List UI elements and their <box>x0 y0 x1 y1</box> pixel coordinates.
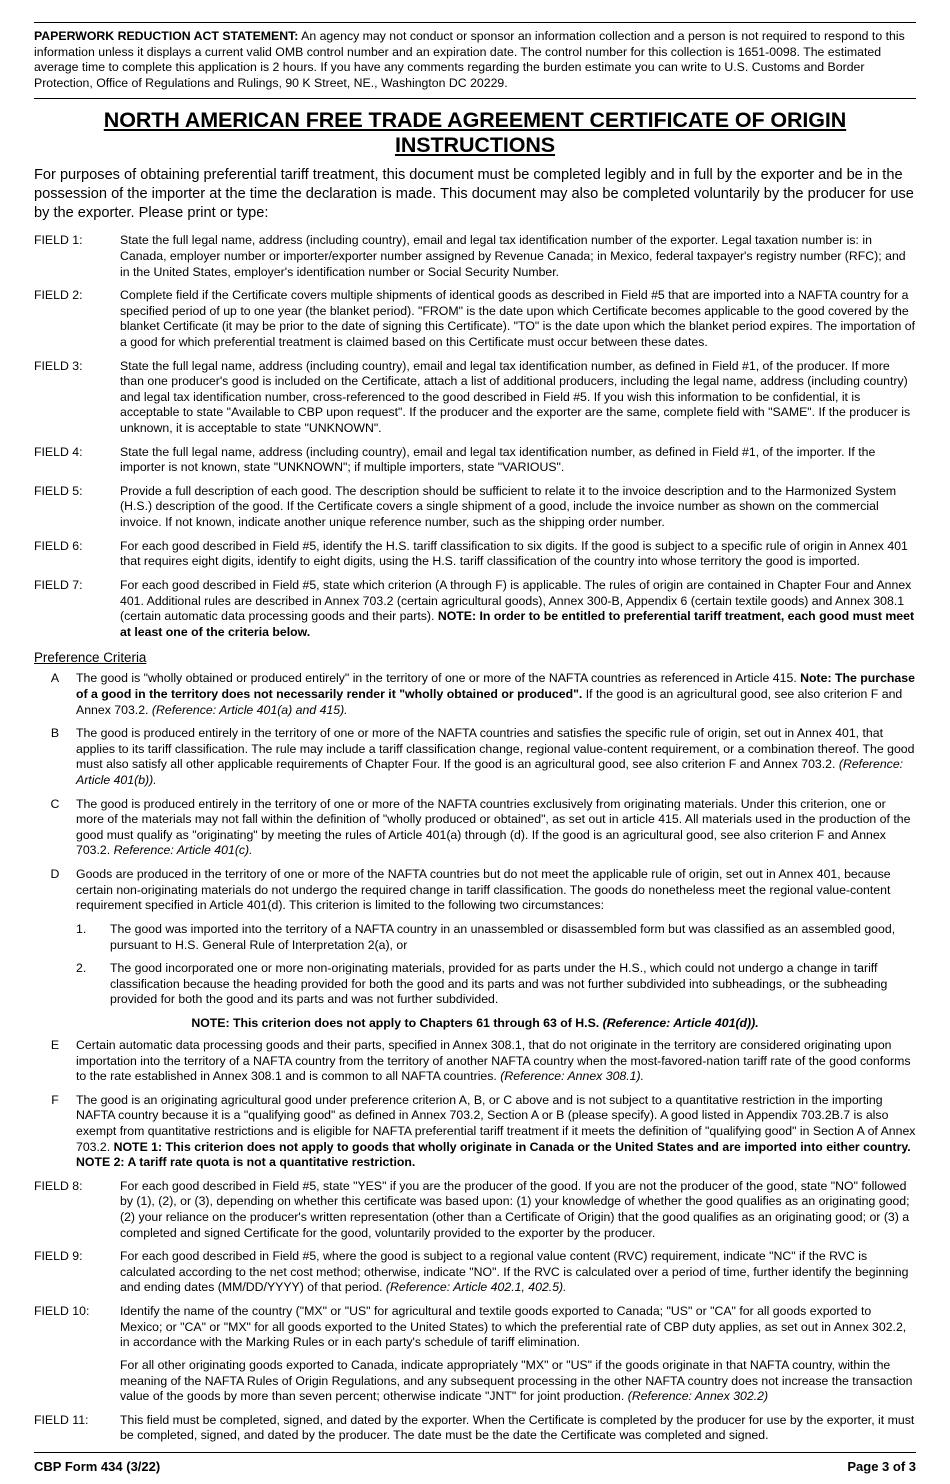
intro-paragraph: For purposes of obtaining preferential tariff treatment, this document must be completed legibly and in full by the exporter and be in the possession of the importer at the time the declaration is made. This document may also be completed voluntarily by the producer for use by the exporter. Please print or type: <box>34 167 914 222</box>
field-text-8: For each good described in Field #5, state "YES" if you are the producer of the good. If you are not the producer of the good, state "NO" followed by (1), (2), or (3), depending on whether this certificate was based upon: (1) your knowledge of whether the good qualifies as an originating good; (2) your reliance on the producer's written representation (other than a Certificate of Origin) that the good qualifies as an originating good; or (3) a completed and signed Certificate for the good, voluntarily provided to the exporter by the producer. <box>120 1178 910 1240</box>
field-text-4: State the full legal name, address (including country), email and legal tax identification number, as defined in Field #1, of the importer. If the importer is not known, state "UNKNOWN"; if multiple importers, state "VARIOUS". <box>120 444 876 475</box>
criterion-d-letter: D <box>50 867 60 882</box>
criterion-d-subitem-2 <box>34 961 916 1008</box>
field-entry-4 <box>34 445 916 476</box>
criterion-f-text <box>76 1093 916 1171</box>
criterion-d-subitem-2-number: 2. <box>76 961 87 976</box>
field-text-7-note: NOTE: In order to be entitled to preferential tariff treatment, each good must meet at least one of the criteria below. <box>120 609 915 639</box>
criterion-b-letter: B <box>50 726 60 741</box>
field-label-3: FIELD 3: <box>34 358 83 373</box>
field-text-7 <box>120 578 916 640</box>
criterion-e-part1: Certain automatic data processing goods and their parts, specified in Annex 308.1, that do not originate in the territory are considered originating upon importation into the territory of a NAFTA country from the territory of another NAFTA country when the most-favored-nation tariff rate of the good conforms to the rate established in Annex 308.1 and is common to all NAFTA countries. <box>76 1037 911 1084</box>
criterion-f-letter: F <box>51 1092 59 1107</box>
field-text-10-para2 <box>120 1358 916 1405</box>
criterion-c-text <box>76 797 916 859</box>
criterion-d-subitem-2-text: The good incorporated one or more non-originating materials, provided for as parts under the H.S., which could not undergo a change in tariff classification because the heading provided for both the good and its parts and was not further subdivided into subheadings, or the subheading provided for both the good and its parts and was not further subdivided. <box>110 961 888 1007</box>
field-entry-9 <box>34 1249 916 1296</box>
criterion-c-letter: C <box>50 796 60 811</box>
criterion-d <box>34 867 916 914</box>
header-divider <box>34 98 916 99</box>
paperwork-reduction-act-statement <box>34 29 916 91</box>
criterion-b-reference: (Reference: Article 401(b)). <box>76 757 904 788</box>
field-label-4: FIELD 4: <box>34 444 83 459</box>
page-footer <box>34 1459 916 1474</box>
field-text-6: For each good described in Field #5, identify the H.S. tariff classification to six digits. If the good is subject to a specific rule of origin in Annex 401 that requires eight digits, identify to eight digits, using the H.S. tariff classification of the country into whose territory the good is imported. <box>120 538 908 569</box>
footer-divider <box>34 1452 916 1453</box>
criterion-a <box>34 671 916 718</box>
field-label-7: FIELD 7: <box>34 577 83 592</box>
criterion-c-part1: The good is produced entirely in the territory of one or more of the NAFTA countries exclusively from originating materials. Under this criterion, one or more of the materials may not fall within the definition of "wholly produced or obtained", as set out in article 415. All materials used in the production of the good must qualify as "originating" by meeting the rules of Article 401(a) through (d). If the good is an agricultural good, see also criterion F and Annex 703.2. <box>76 796 911 858</box>
criterion-f <box>34 1093 916 1171</box>
field-label-8: FIELD 8: <box>34 1178 83 1193</box>
criterion-a-part2: If the good is an agricultural good, see also criterion F and Annex 703.2. <box>76 686 903 717</box>
criterion-b <box>34 726 916 788</box>
criterion-a-bold: Note: The purchase of a good in the territory does not necessarily render it "wholly obtained or produced". <box>76 671 915 701</box>
page-number: Page 3 of 3 <box>847 1458 916 1474</box>
field-entry-8 <box>34 1179 916 1241</box>
field-text-10 <box>120 1304 916 1405</box>
field-label-2: FIELD 2: <box>34 288 83 303</box>
field-entry-6 <box>34 539 916 570</box>
field-entry-7 <box>34 578 916 640</box>
field-text-7-body: For each good described in Field #5, state which criterion (A through F) is applicable. The rules of origin are contained in Chapter Four and Annex 401. Additional rules are described in Annex 703.2 (certain agricultural goods), Annex 300-B, Appendix 6 (certain textile goods) and Annex 308.1 (certain automatic data processing goods and their parts). <box>120 577 912 624</box>
paperwork-statement-text: An agency may not conduct or sponsor an information collection and a person is not required to respond to this information unless it displays a current valid OMB control number and an expiration date. The control number for this collection is 1651-0098. The estimated average time to complete this application is 2 hours. If you have any comments regarding the burden estimate you can write to U.S. Customs and Border Protection, Office of Regulations and Rulings, 90 K Street, NE., Washington DC 20229. <box>34 29 905 90</box>
form-number: CBP Form 434 (3/22) <box>34 1458 161 1474</box>
field-text-9 <box>120 1249 916 1296</box>
field-label-5: FIELD 5: <box>34 483 83 498</box>
criterion-e <box>34 1038 916 1085</box>
field-text-10-para2-body: For all other originating goods exported to Canada, indicate appropriately "MX" or "US" if the goods originate in that NAFTA country, within the meaning of the NAFTA Rules of Origin Regulations, and any subsequent processing in the other NAFTA country does not increase the transaction value of the goods by more than seven percent; otherwise indicate "JNT" for joint production. <box>120 1357 913 1404</box>
field-text-11: This field must be completed, signed, and dated by the exporter. When the Certificate is completed by the producer for use by the exporter, it must be completed, signed, and dated by the producer. The date must be the date the Certificate was completed and signed. <box>120 1412 915 1443</box>
field-text-3: State the full legal name, address (including country), email and legal tax identification number, as defined in Field #1, of the producer. If more than one producer's good is included on the Certificate, attach a list of additional producers, including the legal name, address (including country) and legal tax identification number, cross-referenced to the good described in Field #5. If you wish this information to be confidential, it is acceptable to state "Available to CBP upon request". If the producer and the exporter are the same, complete field with "SAME". If the producer is unknown, it is acceptable to state "UNKNOWN". <box>120 358 911 436</box>
criterion-e-letter: E <box>50 1037 60 1052</box>
field-text-9-reference: (Reference: Article 402.1, 402.5). <box>385 1280 567 1295</box>
criterion-c-reference: Reference: Article 401(c). <box>113 843 253 858</box>
criterion-d-note-reference: (Reference: Article 401(d)). <box>602 1015 759 1030</box>
criterion-d-text: Goods are produced in the territory of one or more of the NAFTA countries but do not meet the applicable rule of origin, set out in Annex 401, because certain non-originating materials do not undergo the required change in tariff classification. The goods do nonetheless meet the regional value-content requirement specified in Article 401(d). This criterion is limited to the following two circumstances: <box>76 867 891 913</box>
field-text-5: Provide a full description of each good. The description should be sufficient to relate it to the invoice description and to the Harmonized System (H.S.) description of the good. If the Certificate covers a single shipment of a good, include the invoice number as shown on the commercial invoice. If not known, indicate another unique reference number, such as the shipping order number. <box>120 483 897 530</box>
field-text-10-para1: Identify the name of the country ("MX" or "US" for agricultural and textile goods exported to Canada; "US" or "CA" for all goods exported to Mexico; or "CA" or "MX" for all goods exported to the United States) to which the preferential rate of CBP duty applies, as set out in Annex 302.2, in accordance with the Marking Rules or in each party's schedule of tariff elimination. <box>120 1304 907 1350</box>
field-text-9-body: For each good described in Field #5, where the good is subject to a regional value content (RVC) requirement, indicate "NC" if the RVC is calculated according to the net cost method; otherwise, indicate "NO". If the RVC is calculated over a period of time, further identify the beginning and ending dates (MM/DD/YYYY) of that period. <box>120 1249 909 1295</box>
criterion-e-reference: (Reference: Annex 308.1). <box>500 1069 645 1084</box>
field-entry-3 <box>34 359 916 437</box>
criterion-d-note-bold: NOTE: This criterion does not apply to Chapters 61 through 63 of H.S. <box>191 1015 603 1030</box>
criterion-a-part1: The good is "wholly obtained or produced entirely" in the territory of one or more of the NAFTA countries as referenced in Article 415. <box>76 671 801 686</box>
field-entry-10 <box>34 1304 916 1405</box>
criterion-e-text <box>76 1038 916 1085</box>
field-label-10: FIELD 10: <box>34 1304 90 1319</box>
preference-criteria-heading: Preference Criteria <box>34 650 147 666</box>
page-title: NORTH AMERICAN FREE TRADE AGREEMENT CERTIFICATE OF ORIGIN INSTRUCTIONS <box>103 108 847 158</box>
criterion-d-subitem-1-number: 1. <box>76 921 87 936</box>
criterion-b-part1: The good is produced entirely in the territory of one or more of the NAFTA countries and satisfies the specific rule of origin, set out in Annex 401, that applies to its tariff classification. The rule may include a tariff classification change, regional value-content requirement, or a combination thereof. The good must also satisfy all other applicable requirements of Chapter Four. If the good is an agricultural good, see also criterion F and Annex 703.2. <box>76 726 915 772</box>
paperwork-statement-label: PAPERWORK REDUCTION ACT STATEMENT: <box>34 29 299 43</box>
criterion-a-reference: (Reference: Article 401(a) and 415). <box>151 702 348 717</box>
criterion-d-subitem-1 <box>34 922 916 953</box>
field-text-2: Complete field if the Certificate covers multiple shipments of identical goods as described in Field #5 that are imported into a NAFTA country for a specified period of up to one year (the blanket period). "FROM" is the date upon which Certificate becomes applicable to the good covered by the blanket Certificate (it may be prior to the date of signing this Certificate). "TO" is the date upon which the blanket period expires. The importation of a good for which preferential treatment is claimed based on this Certificate must occur between these dates. <box>120 288 916 349</box>
criterion-d-note <box>34 1016 916 1030</box>
criterion-d-subitem-1-text: The good was imported into the territory of a NAFTA country in an unassembled or disassembled form but was classified as an assembled good, pursuant to H.S. General Rule of Interpretation 2(a), or <box>110 921 896 952</box>
field-label-6: FIELD 6: <box>34 538 83 553</box>
top-divider <box>34 22 916 23</box>
criterion-f-part1: The good is an originating agricultural good under preference criterion A, B, or C above and is not subject to a quantitative restriction in the importing NAFTA country because it is a "qualifying good" as defined in Annex 703.2, Section A or B (please specify). A good listed in Appendix 703.2B.7 is also exempt from quantitative restrictions and is eligible for NAFTA preferential tariff treatment if it meets the definition of "qualifying good" in Section A of Annex 703.2. <box>76 1092 916 1154</box>
field-text-1: State the full legal name, address (including country), email and legal tax identification number of the exporter. Legal taxation number is: in Canada, employer number or importer/exporter number assigned by Revenue Canada; in Mexico, federal taxpayer's registry number (RFC); and in the United States, employer's identification number or Social Security Number. <box>120 233 906 279</box>
field-text-10-reference: (Reference: Annex 302.2) <box>627 1389 769 1404</box>
criterion-a-text <box>76 671 916 718</box>
field-entry-1 <box>34 233 916 280</box>
field-entry-11 <box>34 1413 916 1444</box>
field-label-11: FIELD 11: <box>34 1412 89 1427</box>
criterion-a-letter: A <box>50 671 60 686</box>
field-entry-2 <box>34 288 916 350</box>
field-label-9: FIELD 9: <box>34 1249 83 1264</box>
criterion-f-notes: NOTE 1: This criterion does not apply to goods that wholly originate in Canada or the United States and are imported into either country. NOTE 2: A tariff rate quota is not a quantitative restriction. <box>76 1139 911 1170</box>
field-entry-5 <box>34 484 916 531</box>
criterion-c <box>34 797 916 859</box>
field-label-1: FIELD 1: <box>34 233 83 248</box>
criterion-b-text <box>76 726 916 788</box>
